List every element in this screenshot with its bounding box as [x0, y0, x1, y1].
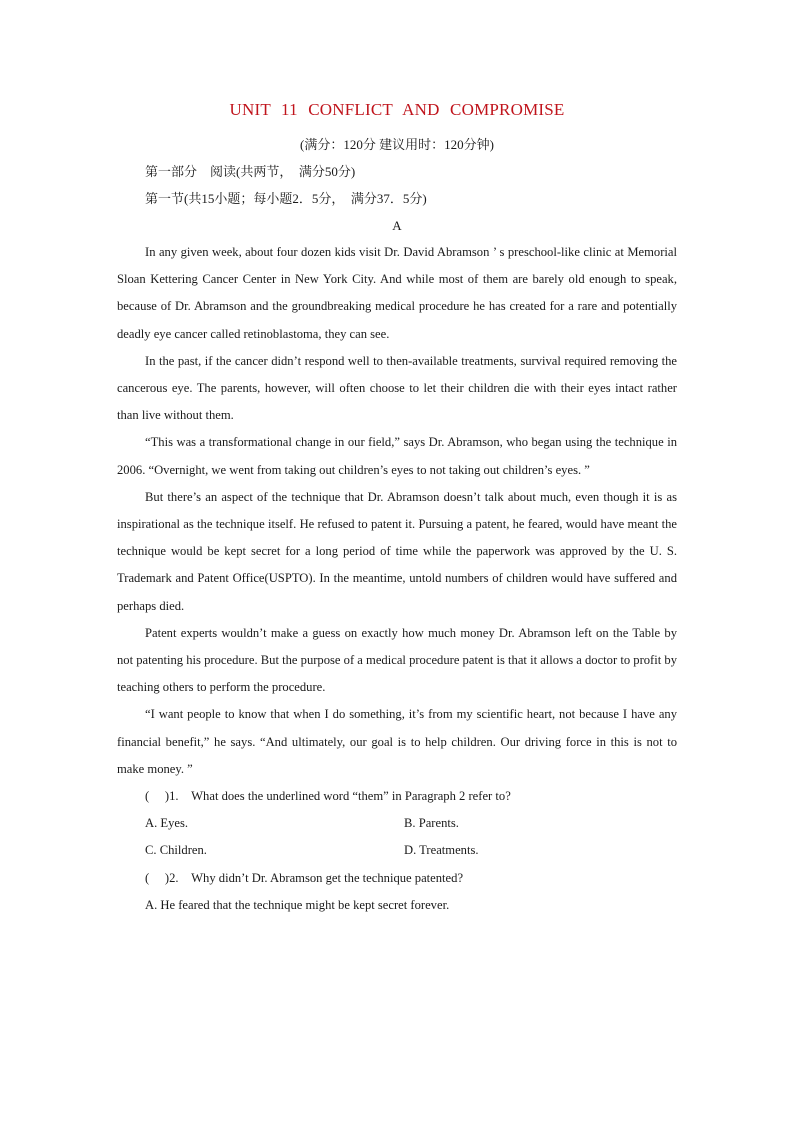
- question-2-stem: ( )2. Why didn’t Dr. Abramson get the technique patented?: [145, 870, 464, 885]
- question-1-option-b: B. Parents.: [404, 816, 459, 831]
- paragraph-6: “I want people to know that when I do something, it’s from my scientific heart, not because I have any financial benefit,” he says. “And ultimately, our goal is to help children. Our driving force in this is not to make money. ”: [117, 707, 677, 776]
- question-1-option-a: A. Eyes.: [145, 816, 189, 831]
- exam-meta: (满分：120分 建议用时：120分钟): [300, 137, 494, 152]
- question-1-options-row-2: [117, 837, 677, 864]
- question-2-option-a: A. He feared that the technique might be kept secret forever.: [145, 897, 450, 912]
- unit-title: UNIT 11 CONFLICT AND COMPROMISE: [229, 100, 565, 119]
- section-heading: 第一节(共15小题；每小题2．5分， 满分37．5分): [145, 191, 427, 206]
- passage-label: A: [392, 218, 402, 233]
- question-1-stem: ( )1. What does the underlined word “them” in Paragraph 2 refer to?: [145, 789, 511, 804]
- paragraph-3: “This was a transformational change in our field,” says Dr. Abramson, who began using the technique in 2006. “Overnight, we went from taking out children’s eyes to not taking out children’s eyes. ”: [117, 435, 677, 477]
- question-1-options-row-1: [117, 810, 677, 837]
- paragraph-1: In any given week, about four dozen kids visit Dr. David Abramson ’ s preschool-like clinic at Memorial Sloan Kettering Cancer Center in New York City. And while most of them are barely old enough to speak, because of Dr. Abramson and the groundbreaking medical procedure he has created for a rare and potentially deadly eye cancer called retinoblastoma, they can see.: [117, 245, 677, 341]
- paragraph-4: But there’s an aspect of the technique that Dr. Abramson doesn’t talk about much, even though it is as inspirational as the technique itself. He refused to patent it. Pursuing a patent, he feared, would have meant the technique would be kept secret for a long period of time while the paperwork was approved by the U. S. Trademark and Patent Office(USPTO). In the meantime, untold numbers of children would have suffered and perhaps died.: [117, 489, 677, 613]
- question-1-option-d: D. Treatments.: [404, 843, 479, 858]
- paragraph-2: In the past, if the cancer didn’t respond well to then-available treatments, survival required removing the cancerous eye. The parents, however, will often choose to let their children die with their eyes intact rather than live without them.: [117, 353, 677, 423]
- question-1-option-c: C. Children.: [145, 843, 207, 858]
- part-heading: 第一部分 阅读(共两节， 满分50分): [145, 164, 356, 179]
- document-content: [117, 96, 677, 919]
- paragraph-5: Patent experts wouldn’t make a guess on exactly how much money Dr. Abramson left on the Table by not patenting his procedure. But the purpose of a medical procedure patent is that it allows a doctor to profit by teaching others to perform the procedure.: [117, 625, 677, 695]
